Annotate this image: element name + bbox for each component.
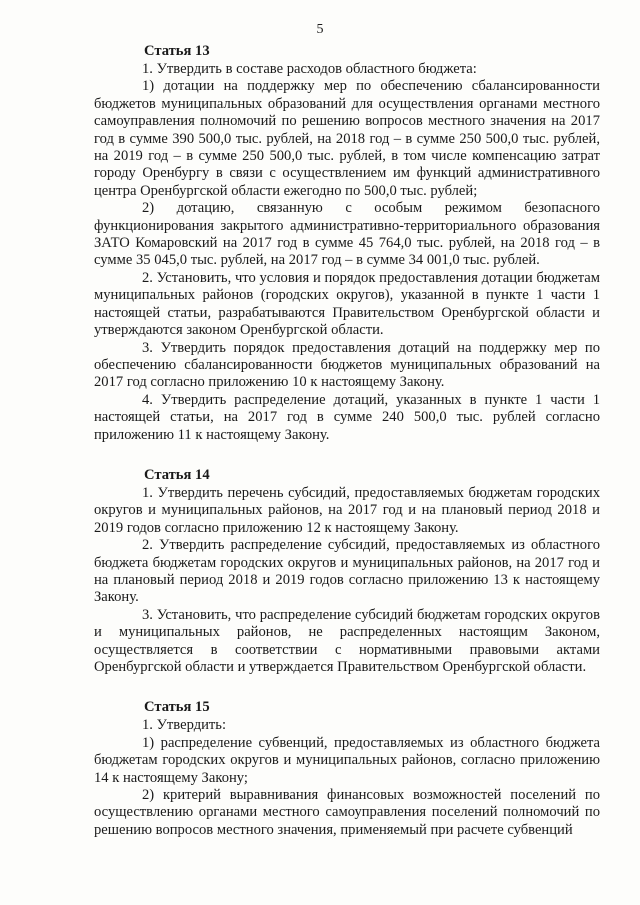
document-body <box>94 42 600 839</box>
paragraph: 4. Утвердить распределение дотаций, указанных в пункте 1 части 1 настоящей статьи, на 2017 год в сумме 240 500,0 тыс. рублей согласно приложению 11 к настоящему Закону. <box>94 391 600 443</box>
article-15 <box>94 698 600 839</box>
paragraph: 1. Утвердить: <box>142 717 227 734</box>
paragraph: 1. Утвердить перечень субсидий, предоставляемых бюджетам городских округов и муниципальных районов, на 2017 год и на плановый период 2018 и 2019 годов согласно приложению 12 к настоящему Закону. <box>94 484 600 536</box>
article-title: Статья 14 <box>144 466 210 483</box>
paragraph: 1. Утвердить в составе расходов областного бюджета: <box>142 61 477 77</box>
article-14 <box>94 466 600 676</box>
paragraph: 3. Установить, что распределение субсидий бюджетам городских округов и муниципальных районов, не распределенных настоящим Законом, осуществляется в соответствии с нормативными правовыми актами Оренбургской области и утверждается Правительством Оренбургской области. <box>94 606 600 675</box>
paragraph: 1) распределение субвенций, предоставляемых из областного бюджета бюджетам городских округов и муниципальных районов, согласно приложению 14 к настоящему Закону; <box>94 734 600 786</box>
page-number: 5 <box>316 22 324 37</box>
paragraph: 2) дотацию, связанную с особым режимом безопасного функционирования закрытого административно-территориального образования ЗАТО Комаровский на 2017 год в сумме 45 764,0 тыс. рублей, на 2018 год – в сумме 35 045,0 тыс. рублей, на 2017 год – в сумме 34 001,0 тыс. рублей. <box>94 200 600 269</box>
paragraph: 2. Установить, что условия и порядок предоставления дотации бюджетам муниципальных районов (городских округов), указанной в пункте 1 части 1 настоящей статьи, разрабатываются Правительством Оренбургской области и утверждаются законом Оренбургской области. <box>94 269 600 339</box>
paragraph: 1) дотации на поддержку мер по обеспечению сбалансированности бюджетов муниципальных образований для осуществления органами местного самоуправления полномочий по решению вопросов местного значения на 2017 год в сумме 390 500,0 тыс. рублей, на 2018 год – в сумме 250 500,0 тыс. рублей, на 2019 год – в сумме 250 500,0 тыс. рублей, в том числе компенсацию затрат городу Оренбургу в связи с осуществлением им функций административного центра Оренбургской области ежегодно по 500,0 тыс. рублей; <box>94 78 600 199</box>
paragraph: 2. Утвердить распределение субсидий, предоставляемых из областного бюджета бюджетам городских округов и муниципальных районов, на 2017 год и на плановый период 2018 и 2019 годов согласно приложению 13 к настоящему Закону. <box>94 537 600 606</box>
article-title: Статья 13 <box>144 43 210 59</box>
paragraph: 3. Утвердить порядок предоставления дотаций на поддержку мер по обеспечению сбалансированности бюджетов муниципальных образований на 2017 год согласно приложению 10 к настоящему Закону. <box>94 339 600 391</box>
article-title: Статья 15 <box>144 699 210 716</box>
paragraph: 2) критерий выравнивания финансовых возможностей поселений по осуществлению органами местного самоуправления поселений полномочий по решению вопросов местного значения, применяемый при расчете субвенций <box>94 787 600 838</box>
article-13 <box>94 42 600 444</box>
